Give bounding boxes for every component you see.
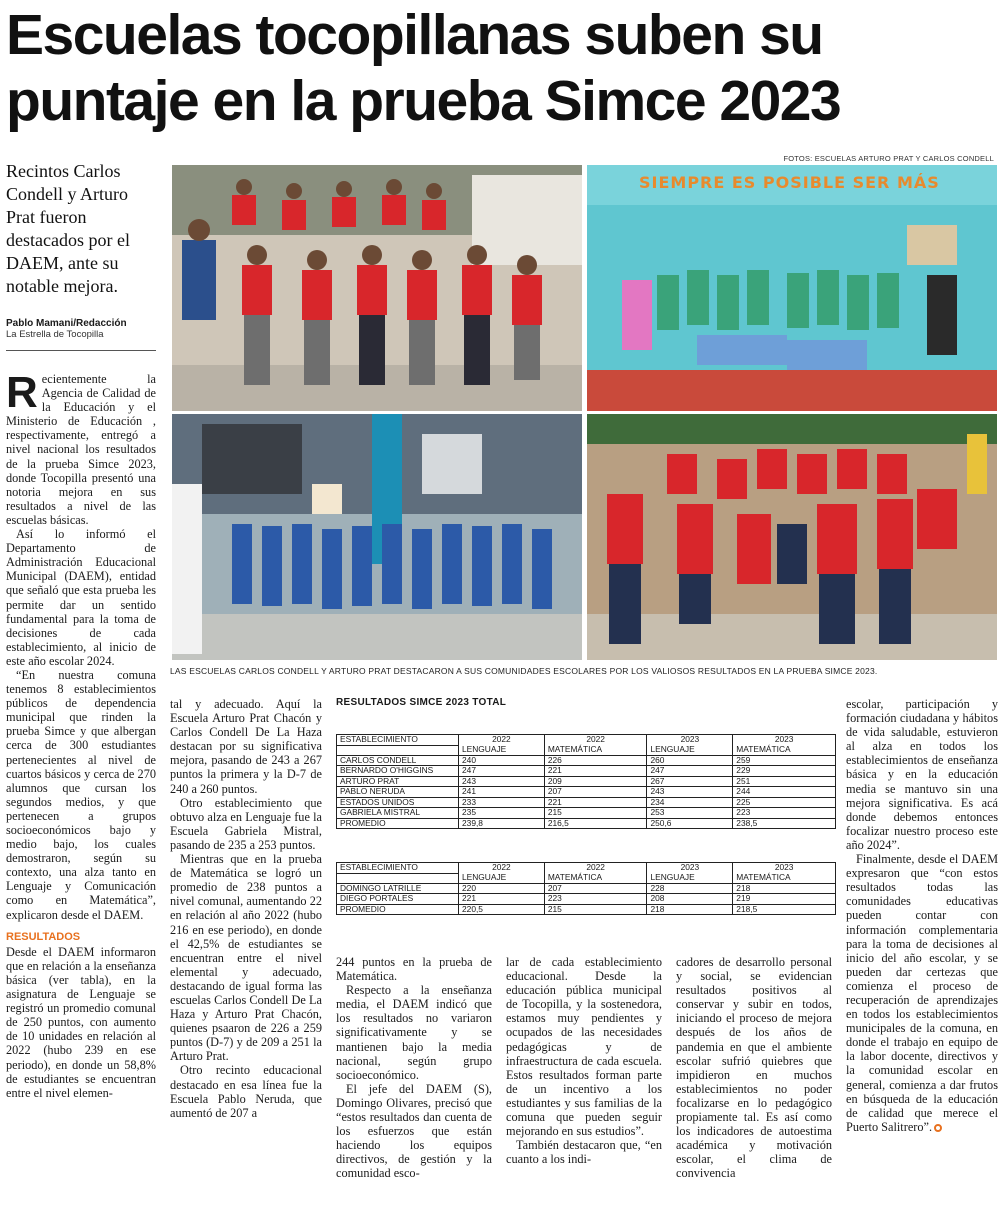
classroom-banner-text: SIEMPRE ES POSIBLE SER MÁS (639, 173, 940, 192)
table-score: 215 (544, 904, 647, 915)
table-subject-header: MATEMÁTICA (733, 745, 836, 755)
paragraph: lar de cada establecimiento educacional. Desde la educación pública municipal de Tocopilla, y la sostenedora, estamos muy pendientes y ocupados de las necesidades pedagógicas y de infraestructura de cada escuela. Estos resultados forman parte de un incentivo a los estudiantes y sus familias de la comuna que pueden seguir mejorando en sus estudios”. (506, 955, 662, 1139)
table-score: 260 (647, 755, 733, 766)
table-header-blank (337, 745, 459, 755)
table-score: 216,5 (544, 818, 647, 829)
table-school-name: PROMEDIO (337, 818, 459, 829)
table-score: 220 (459, 883, 545, 894)
table-row (337, 904, 836, 915)
paragraph: Así lo informó el Departamento de Administración Educacional Municipal (DAEM), entidad que señaló que esta prueba les permite dar un sentido fundamental para la toma de decisiones de cada establecimiento, al inicio de este año escolar 2024. (6, 527, 156, 668)
table-school-name: PROMEDIO (337, 904, 459, 915)
table-row (337, 755, 836, 766)
table-score: 219 (733, 894, 836, 905)
paragraph: 244 puntos en la prueba de Matemática. (336, 955, 492, 984)
table-row (337, 808, 836, 819)
table-score: 221 (459, 894, 545, 905)
table-score: 207 (544, 787, 647, 798)
table-row (337, 776, 836, 787)
paragraph: Otro recinto educacional destacado en esa línea fue la Escuela Pablo Neruda, que aumentó de 207 a (170, 1063, 322, 1120)
table-header-blank (337, 873, 459, 883)
table-score: 259 (733, 755, 836, 766)
table-year-header: 2022 (459, 863, 545, 874)
table-score: 240 (459, 755, 545, 766)
table-score: 238,5 (733, 818, 836, 829)
table-score: 218 (733, 883, 836, 894)
table-school-name: PABLO NERUDA (337, 787, 459, 798)
table-subject-header: LENGUAJE (647, 745, 733, 755)
table-row (337, 787, 836, 798)
table-score: 221 (544, 766, 647, 777)
table-row (337, 894, 836, 905)
paragraph: escolar, participación y formación ciudadana y hábitos de vida saludable, estuvieron al alza en todos los establecimientos de enseñanza básica y en la educación media se mantuvo sin una mejora significativa. Es acá donde debemos entonces focalizar nuestro proceso este año 2024”. (846, 697, 998, 852)
table-year-header: 2023 (733, 735, 836, 746)
table-score: 253 (647, 808, 733, 819)
table-score: 208 (647, 894, 733, 905)
photo-condell-group (172, 165, 582, 411)
article-column-3 (336, 955, 492, 1181)
table-subject-header: LENGUAJE (647, 873, 733, 883)
table-score: 223 (544, 894, 647, 905)
table-score: 234 (647, 797, 733, 808)
photo-credit: FOTOS: ESCUELAS ARTURO PRAT Y CARLOS CONDELL (783, 154, 994, 163)
table-title: RESULTADOS SIMCE 2023 TOTAL (336, 697, 507, 708)
table-school-name: GABRIELA MISTRAL (337, 808, 459, 819)
table-score: 250,6 (647, 818, 733, 829)
table-row (337, 883, 836, 894)
paragraph: Mientras que en la prueba de Matemática se logró un promedio de 238 puntos a nivel comunal, aumentando 22 en relación al año 2022 (hubo 216 en ese periodo), en donde el 42,5% de estudiantes se encuentran entre el nivel elemental y adecuado, destacando de igual forma las escuelas Carlos Condell De La Haza y Arturo Prat Chacón, quienes psaaron de 226 a 259 puntos (D-7) y de 209 a 251 la Arturo Prat. (170, 852, 322, 1064)
paragraph: Recientemente la Agencia de Calidad de la Educación y el Ministerio de Educación , respectivamente, entregó a nivel nacional los resultados de la prueba Simce 2023, donde Tocopilla presentó una notoria mejora en sus resultados a nivel de las escuelas básicas. (6, 368, 156, 527)
table-row (337, 797, 836, 808)
byline (6, 318, 156, 340)
table-score: 239,8 (459, 818, 545, 829)
results-table-basica (336, 734, 836, 829)
paragraph: tal y adecuado. Aquí la Escuela Arturo Prat Chacón y Carlos Condell De La Haza destacan por su significativa mejora, pasando de 243 a 267 puntos la primera y la D-7 de 240 a 260 puntos. (170, 697, 322, 796)
table-score: 223 (733, 808, 836, 819)
table-school-name: DIEGO PORTALES (337, 894, 459, 905)
section-heading-resultados: RESULTADOS (6, 930, 81, 943)
article-column-1 (6, 368, 156, 1100)
drop-cap: R (6, 368, 38, 417)
table-score: 244 (733, 787, 836, 798)
paragraph: Finalmente, desde el DAEM expresaron que “con estos resultados todas las comunidades educativas pueden contar con información complementaria para la toma de decisiones al inicio del año escolar, y se pueden dar certezas que comienza el proceso de recuperación de aprendizajes en todos los establecimientos municipales de la comuna, en donde el trabajo en equipo de la labor docente, directivos y la comunidad escolar en general, comienza a dar frutos en búsqueda de la educación de calidad que merece el Puerto Salitrero”. (846, 852, 998, 1134)
table-score: 225 (733, 797, 836, 808)
table-school-name: DOMINGO LATRILLE (337, 883, 459, 894)
table-score: 207 (544, 883, 647, 894)
byline-author: Pablo Mamani/Redacción (6, 318, 127, 329)
deck: Recintos Carlos Condell y Arturo Prat fueron destacados por el DAEM, ante su notable mejora. (6, 161, 130, 296)
table-school-name: ESTADOS UNIDOS (337, 797, 459, 808)
table-score: 220,5 (459, 904, 545, 915)
table-score: 267 (647, 776, 733, 787)
table-year-header: 2022 (544, 735, 647, 746)
table-year-header: 2022 (544, 863, 647, 874)
table-year-header: 2023 (647, 735, 733, 746)
table-score: 229 (733, 766, 836, 777)
table-score: 215 (544, 808, 647, 819)
table-subject-header: MATEMÁTICA (544, 745, 647, 755)
byline-divider (6, 350, 156, 351)
table-row (337, 818, 836, 829)
table-score: 247 (459, 766, 545, 777)
table-row (337, 766, 836, 777)
table-header-cell: ESTABLECIMIENTO (337, 863, 459, 874)
table-subject-header: LENGUAJE (459, 873, 545, 883)
paragraph: Respecto a la enseñanza media, el DAEM indicó que los resultados no variaron significativamente y se mantienen bajo la media nacional, según grupo socioeconómico. (336, 983, 492, 1082)
paragraph: “En nuestra comuna tenemos 8 establecimientos públicos de dependencia municipal que rinden la prueba Simce y que albergan cerca de 300 estudiantes pertenecientes al nivel de cuartos básicos y cerca de 270 alumnos que cursan los segundos medios, y que pertenecen a grupos socioeconómicos bajo y medio bajo, los cuales demostraron, según su contexto, una alza tanto en Lenguaje y Comunicación como en Matemática”, explicaron desde el DAEM. (6, 667, 156, 922)
table-score: 221 (544, 797, 647, 808)
table-score: 243 (459, 776, 545, 787)
table-score: 241 (459, 787, 545, 798)
table-year-header: 2023 (733, 863, 836, 874)
article-column-6 (846, 697, 998, 1134)
results-table-media (336, 862, 836, 915)
paragraph: cadores de desarrollo personal y social, se evidencian resultados positivos al conservar y subir en todos, iniciando el proceso de mejora después de los años de pandemia en que el ambiente escolar sufrió quiebres que impidieron en muchos establecimientos no poder focalizarse en lo pedagógico propiamente tal. Es así como los indicadores de autoestima académica y motivación escolar, el clima de convivencia (676, 955, 832, 1181)
article-column-2 (170, 697, 322, 1120)
table-score: 209 (544, 776, 647, 787)
photo-prat-classroom (587, 165, 997, 411)
paragraph: También destacaron que, “en cuanto a los indi- (506, 1138, 662, 1167)
photo-assembly (172, 414, 582, 660)
paragraph: Otro establecimiento que obtuvo alza en Lenguaje fue la Escuela Gabriela Mistral, pasando de 235 a 253 puntos. (170, 795, 322, 852)
end-mark-icon (934, 1124, 942, 1132)
table-score: 218,5 (733, 904, 836, 915)
paragraph: El jefe del DAEM (S), Domingo Olivares, precisó que “estos resultados dan cuenta de los esfuerzos que están haciendo los equipos directivos, de gestión y la comunidad esco- (336, 1081, 492, 1181)
table-school-name: ARTURO PRAT (337, 776, 459, 787)
table-score: 228 (647, 883, 733, 894)
table-subject-header: LENGUAJE (459, 745, 545, 755)
table-school-name: BERNARDO O'HIGGINS (337, 766, 459, 777)
article-column-5 (676, 955, 832, 1181)
table-score: 247 (647, 766, 733, 777)
table-school-name: CARLOS CONDELL (337, 755, 459, 766)
article-column-4 (506, 955, 662, 1166)
table-score: 218 (647, 904, 733, 915)
paragraph: Desde el DAEM informaron que en relación a la enseñanza básica (ver tabla), en la asignatura de Lenguaje se registró un promedio comunal de 250 puntos, con aumento de 10 unidades en relación al 2022 (hubo 239 en ese periodo), en donde un 58,8% de estudiantes se encuentran entre el nivel elemen- (6, 944, 156, 1100)
table-score: 235 (459, 808, 545, 819)
table-subject-header: MATEMÁTICA (544, 873, 647, 883)
table-year-header: 2022 (459, 735, 545, 746)
photo-caption: LAS ESCUELAS CARLOS CONDELL Y ARTURO PRAT DESTACARON A SUS COMUNIDADES ESCOLARES POR LOS VALIOSOS RESULTADOS EN LA PRUEBA SIMCE 2023. (170, 666, 878, 676)
headline: Escuelas tocopillanas suben su puntaje en la prueba Simce 2023 (6, 3, 841, 133)
table-score: 243 (647, 787, 733, 798)
table-score: 233 (459, 797, 545, 808)
table-subject-header: MATEMÁTICA (733, 873, 836, 883)
table-header-cell: ESTABLECIMIENTO (337, 735, 459, 746)
table-score: 226 (544, 755, 647, 766)
table-score: 251 (733, 776, 836, 787)
byline-publication: La Estrella de Tocopilla (6, 329, 104, 340)
table-year-header: 2023 (647, 863, 733, 874)
photo-prat-group (587, 414, 997, 660)
